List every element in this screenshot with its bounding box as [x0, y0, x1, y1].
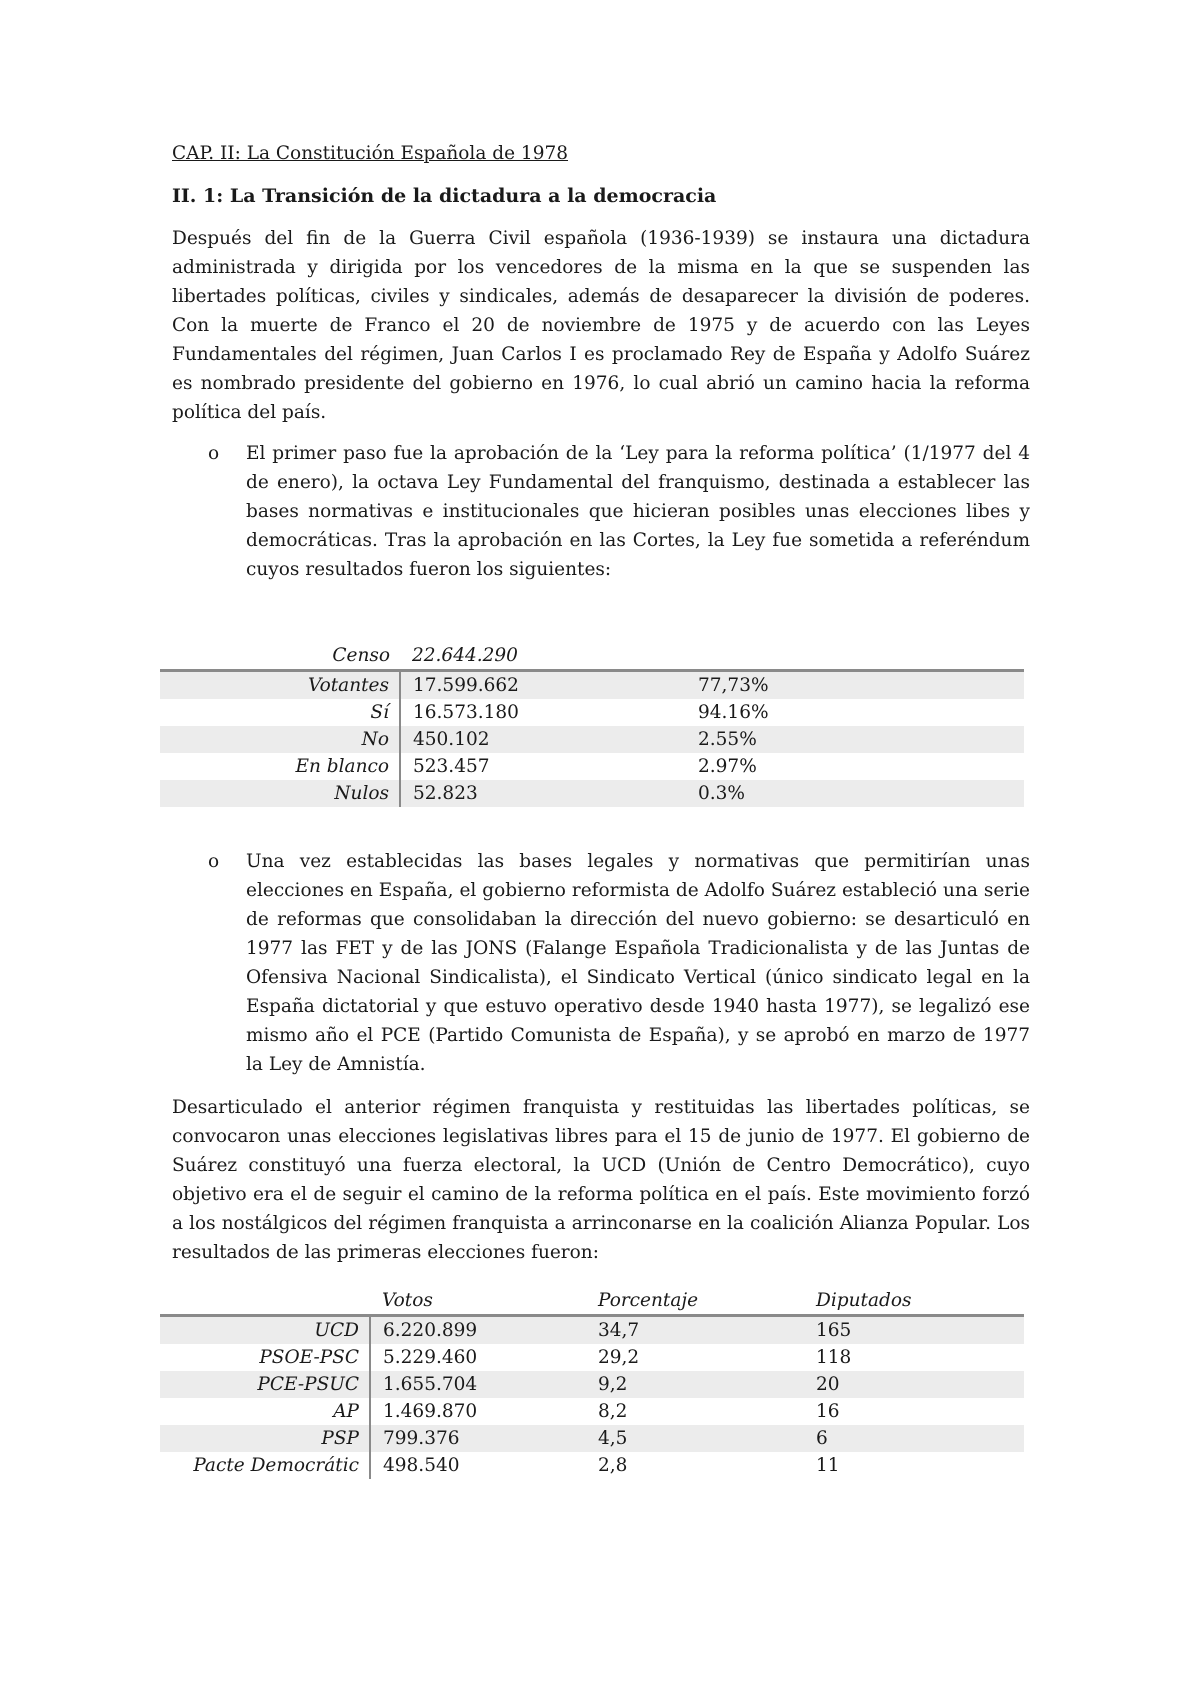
table-header-row [160, 642, 1024, 671]
row-count: 17.599.662 [400, 671, 686, 700]
header-empty-cell [160, 1287, 370, 1316]
row-label: Sí [160, 699, 400, 726]
table-header-row [160, 1287, 1024, 1316]
row-label: Votantes [160, 671, 400, 700]
row-label: No [160, 726, 400, 753]
row-label: En blanco [160, 753, 400, 780]
row-percent: 94.16% [698, 702, 769, 723]
table-row [160, 780, 1024, 807]
table-row [160, 1344, 1024, 1371]
table-row [160, 1371, 1024, 1398]
table-row [160, 1425, 1024, 1452]
document-page [172, 140, 1030, 1479]
party-votes: 6.220.899 [370, 1316, 586, 1345]
bullet-marker: o [208, 443, 220, 464]
section-heading: II. 1: La Transición de la dictadura a la democracia [172, 185, 717, 207]
party-votes: 1.655.704 [370, 1371, 586, 1398]
bullet-text: Una vez establecidas las bases legales y normativas que permitirían unas elecciones en España, el gobierno reformista de Adolfo Suárez estableció una serie de reformas que consolidaban la dirección del nuevo gobierno: se desarticuló en 1977 las FET y de las JONS (Falange Española Tradicionalista y de las Juntas de Ofensiva Nacional Sindicalista), el Sindicato Vertical (único sindicato legal en la España dictatorial y que estuvo operativo desde 1940 hasta 1977), se legalizó ese mismo año el PCE (Partido Comunista de España), y se aprobó en marzo de 1977 la Ley de Amnistía. [246, 851, 1030, 1075]
header-votes: Votos [370, 1287, 586, 1316]
party-name: PSP [160, 1425, 370, 1452]
census-value: 22.644.290 [400, 642, 686, 671]
party-seats: 6 [804, 1425, 1024, 1452]
party-percent: 4,5 [586, 1425, 804, 1452]
row-count: 523.457 [413, 756, 490, 777]
party-percent: 9,2 [586, 1371, 804, 1398]
bullet-marker: o [208, 851, 220, 872]
bullet-item-reform-law [172, 439, 1030, 584]
row-percent: 2.97% [698, 756, 757, 777]
party-name: PCE-PSUC [160, 1371, 370, 1398]
chapter-title: CAP. II: La Constitución Española de 1978 [172, 143, 569, 164]
party-votes: 1.469.870 [383, 1401, 478, 1422]
party-seats: 118 [816, 1347, 852, 1368]
header-percent: Porcentaje [586, 1287, 804, 1316]
party-votes: 799.376 [370, 1425, 586, 1452]
table-row [160, 1452, 1024, 1479]
party-percent: 2,8 [598, 1455, 628, 1476]
table-row [160, 726, 1024, 753]
row-percent: 0.3% [686, 780, 1024, 807]
party-seats: 20 [804, 1371, 1024, 1398]
party-votes: 5.229.460 [383, 1347, 478, 1368]
elections-paragraph: Desarticulado el anterior régimen franquista y restituidas las libertades políticas, se convocaron unas elecciones legislativas libres para el 15 de junio de 1977. El gobierno de Suárez constituyó una fuerza electoral, la UCD (Unión de Centro Democrático), cuyo objetivo era el de seguir el camino de la reforma política en el país. Este movimiento forzó a los nostálgicos del régimen franquista a arrinconarse en la coalición Alianza Popular. Los resultados de las primeras elecciones fueron: [172, 1097, 1030, 1263]
party-seats: 16 [816, 1401, 840, 1422]
table-row [160, 1398, 1024, 1425]
elections-table [160, 1287, 1024, 1479]
party-percent: 29,2 [598, 1347, 640, 1368]
table-row [160, 753, 1024, 780]
row-percent: 2.55% [686, 726, 1024, 753]
party-seats: 165 [804, 1316, 1024, 1345]
intro-paragraph: Después del fin de la Guerra Civil española (1936-1939) se instaura una dictadura administrada y dirigida por los vencedores de la misma en la que se suspenden las libertades políticas, civiles y sindicales, además de desaparecer la división de poderes. Con la muerte de Franco el 20 de noviembre de 1975 y de acuerdo con las Leyes Fundamentales del régimen, Juan Carlos I es proclamado Rey de España y Adolfo Suárez es nombrado presidente del gobierno en 1976, lo cual abrió un camino hacia la reforma política del país. [172, 228, 1030, 423]
table-row [160, 671, 1024, 700]
referendum-table [160, 642, 1024, 807]
census-label: Censo [160, 642, 400, 671]
party-votes: 498.540 [383, 1455, 460, 1476]
row-count: 52.823 [400, 780, 686, 807]
bullet-item-reforms [172, 847, 1030, 1079]
party-seats: 11 [816, 1455, 840, 1476]
row-count: 16.573.180 [413, 702, 519, 723]
party-percent: 8,2 [598, 1401, 628, 1422]
header-seats: Diputados [804, 1287, 1024, 1316]
row-count: 450.102 [400, 726, 686, 753]
party-percent: 34,7 [586, 1316, 804, 1345]
header-empty-cell [686, 642, 1024, 671]
row-label: Nulos [160, 780, 400, 807]
party-name: PSOE-PSC [160, 1344, 370, 1371]
party-name: Pacte Democrátic [160, 1452, 370, 1479]
bullet-text: El primer paso fue la aprobación de la ‘Ley para la reforma política’ (1/1977 del 4 de enero), la octava Ley Fundamental del franquismo, destinada a establecer las bases normativas e institucionales que hicieran posibles unas elecciones libes y democráticas. Tras la aprobación en las Cortes, la Ley fue sometida a referéndum cuyos resultados fueron los siguientes: [246, 443, 1030, 580]
party-name: AP [160, 1398, 370, 1425]
table-row [160, 1316, 1024, 1345]
party-name: UCD [160, 1316, 370, 1345]
row-percent: 77,73% [686, 671, 1024, 700]
table-row [160, 699, 1024, 726]
